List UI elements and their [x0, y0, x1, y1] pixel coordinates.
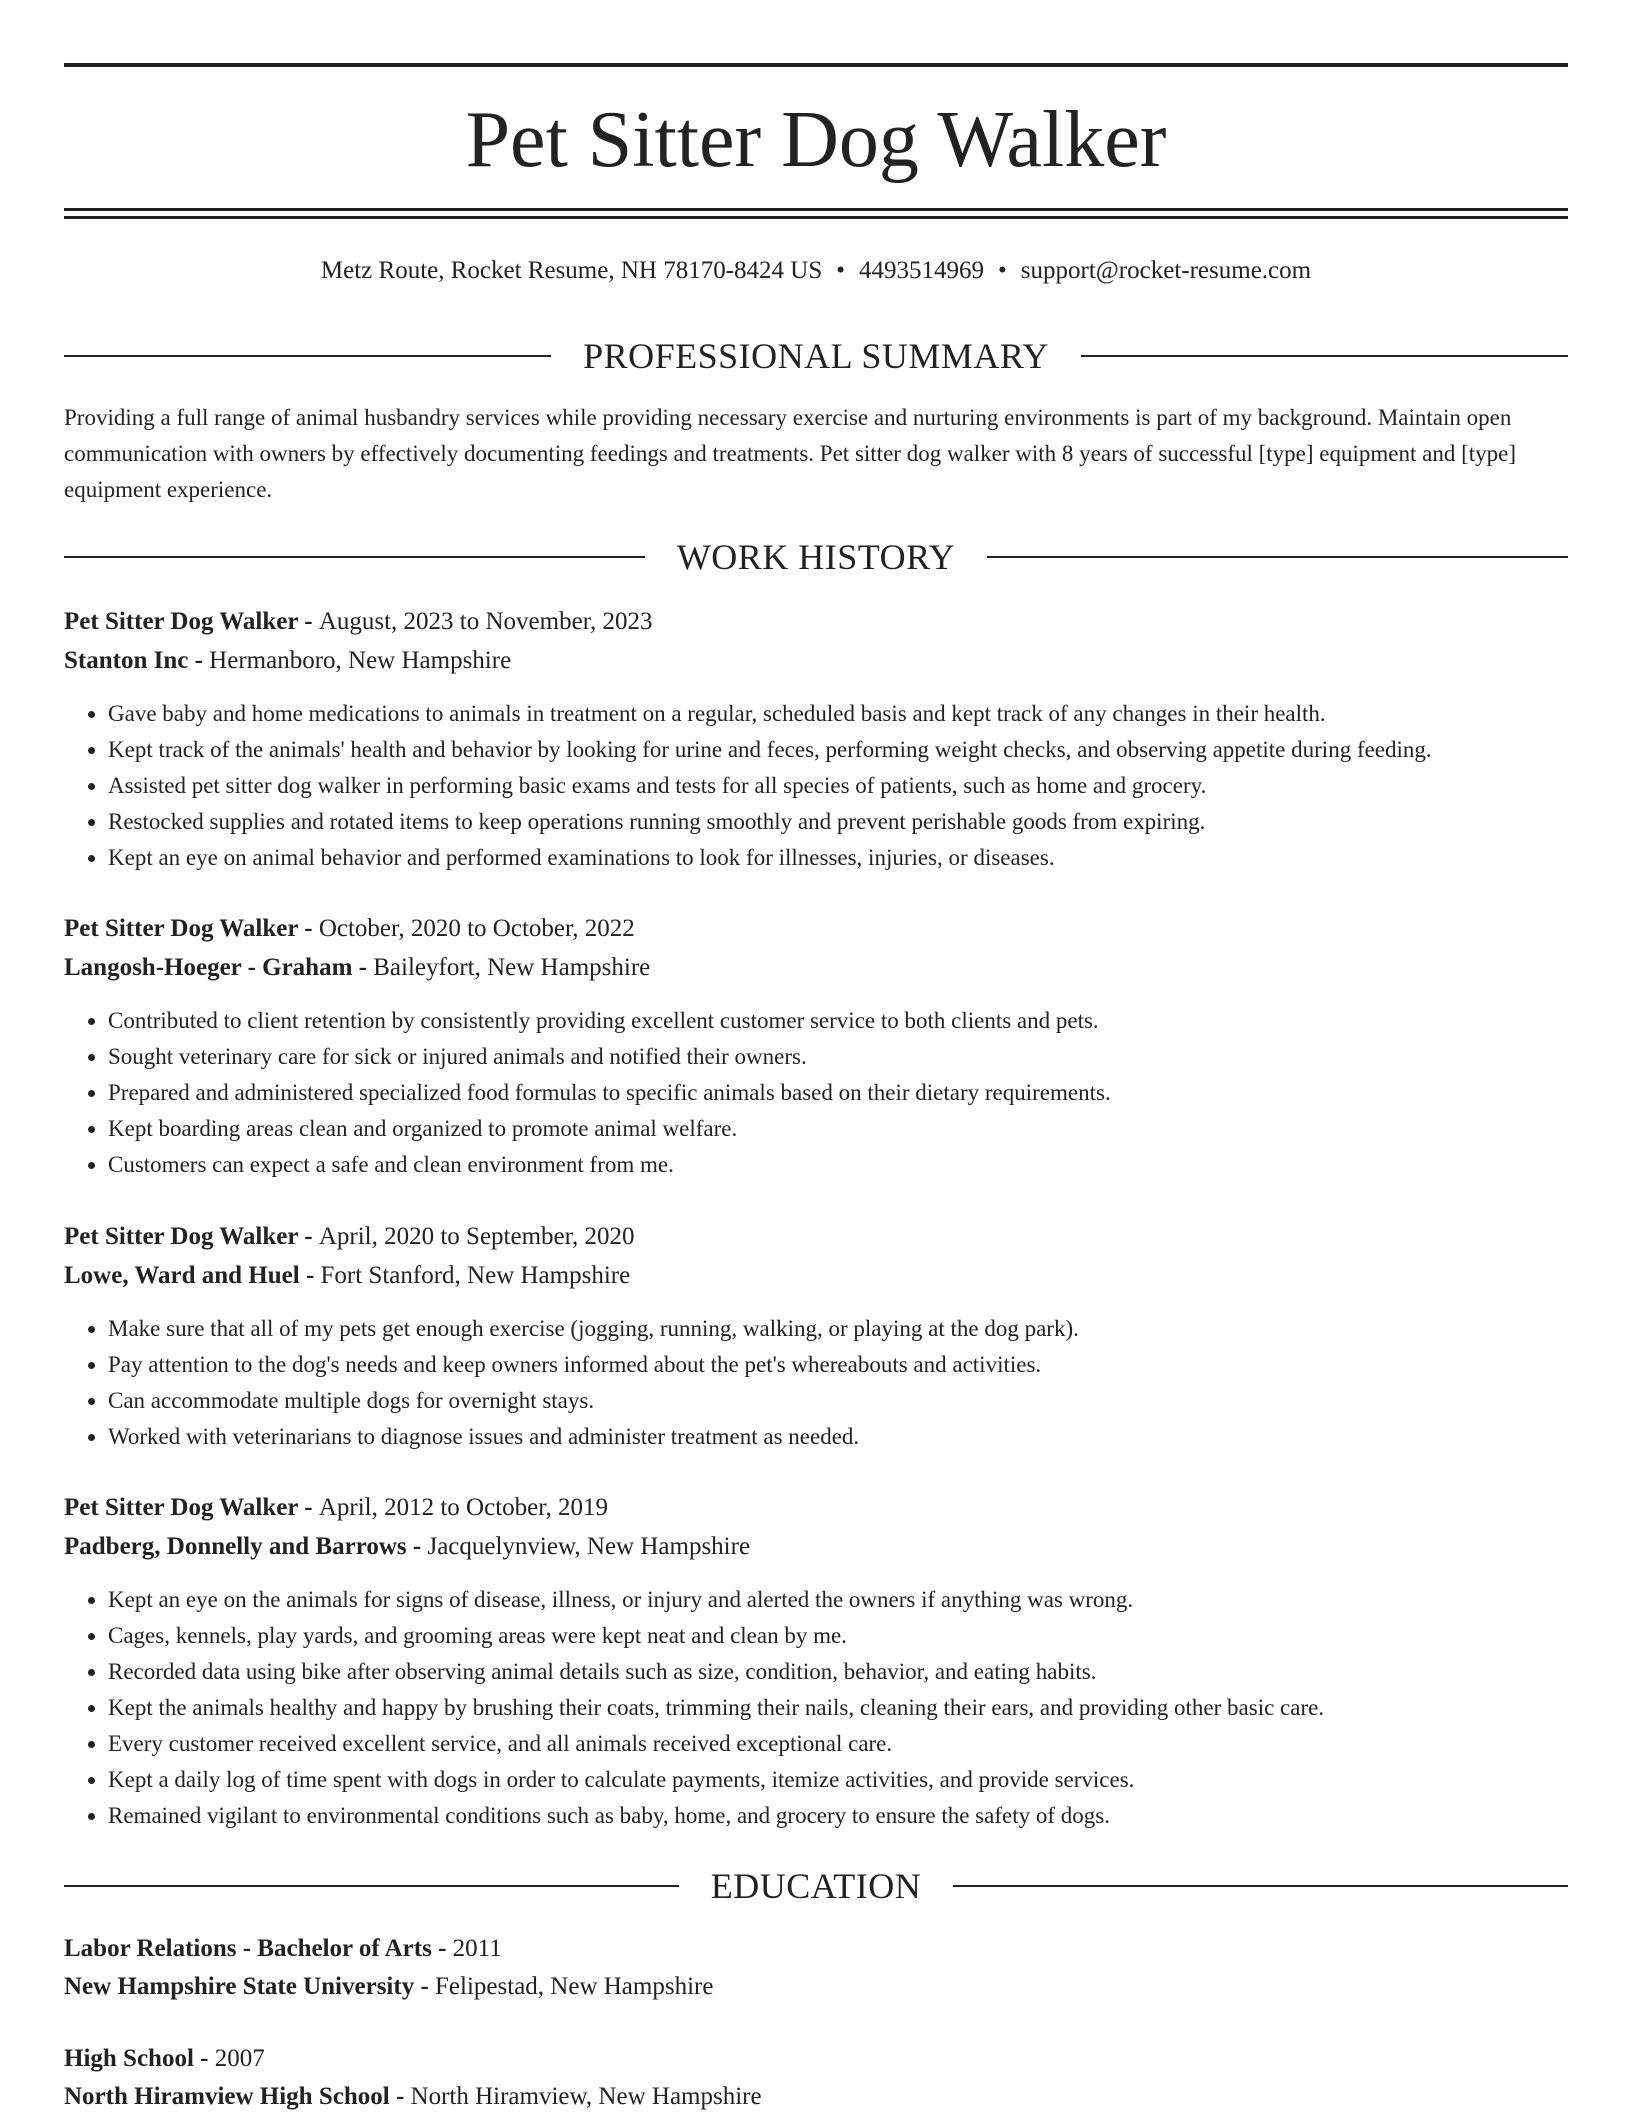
education-year: 2011: [452, 1935, 502, 1962]
education-degree: Labor Relations - Bachelor of Arts: [64, 1935, 432, 1962]
job-company-line: Lowe, Ward and Huel - Fort Stanford, New Hampshire: [64, 1262, 631, 1289]
list-item: • Kept an eye on animal behavior and performed examinations to look for illnesses, injuries, or diseases.: [108, 840, 1612, 876]
list-item: • Kept a daily log of time spent with dogs in order to calculate payments, itemize activities, and provide services.: [108, 1762, 1612, 1798]
list-item: • Make sure that all of my pets get enough exercise (jogging, running, walking, or playing at the dog park).: [108, 1311, 1612, 1347]
job-company-line: Padberg, Donnelly and Barrows - Jacquelynview, New Hampshire: [64, 1533, 751, 1560]
contact-line: [64, 254, 1568, 288]
list-item: • Customers can expect a safe and clean environment from me.: [108, 1147, 1612, 1183]
list-item: • Worked with veterinarians to diagnose issues and administer treatment as needed.: [108, 1419, 1612, 1455]
education-year: 2007: [214, 2045, 265, 2072]
list-item: • Kept an eye on the animals for signs of disease, illness, or injury and alerted the owners if anything was wrong.: [108, 1582, 1612, 1618]
education-school: New Hampshire State University: [64, 1973, 415, 2000]
job-bullets: [64, 1311, 1612, 1455]
header-top-rule: [64, 63, 1568, 67]
section-heading-education: [64, 1864, 1568, 1908]
list-item: • Can accommodate multiple dogs for overnight stays.: [108, 1383, 1612, 1419]
education-degree-line: Labor Relations - Bachelor of Arts - 2011: [64, 1935, 502, 1962]
list-item: • Cages, kennels, play yards, and grooming areas were kept neat and clean by me.: [108, 1618, 1612, 1654]
job-title-line: Pet Sitter Dog Walker - August, 2023 to November, 2023: [64, 608, 653, 635]
job-location: Hermanboro, New Hampshire: [209, 647, 512, 674]
job-company: Langosh-Hoeger - Graham: [64, 954, 353, 981]
contact-separator: •: [998, 257, 1007, 284]
summary-text: Providing a full range of animal husbandry services while providing necessary exercise and nurturing environments is part of my background. Maintain open communication with owners by effectively documenting feedings and treatments. Pet sitter dog walker with 8 years of successful [type] equipment and [type] equipment experience.: [64, 405, 1516, 502]
job-title: Pet Sitter Dog Walker: [64, 915, 298, 942]
contact-separator: •: [836, 257, 846, 284]
job-bullets: [64, 1582, 1612, 1834]
section-title: WORK HISTORY: [645, 537, 987, 577]
job-company: Lowe, Ward and Huel: [64, 1262, 300, 1289]
education-degree: High School: [64, 2045, 194, 2072]
job-dates: April, 2012 to October, 2019: [318, 1494, 609, 1521]
education-degree-line: High School - 2007: [64, 2045, 265, 2072]
section-heading-summary: [64, 334, 1568, 378]
contact-address: Metz Route, Rocket Resume, NH 78170-8424 US: [320, 257, 823, 284]
section-title: EDUCATION: [679, 1866, 953, 1906]
header-bottom-rule-1: [64, 208, 1568, 211]
education-school-line: North Hiramview High School - North Hiramview, New Hampshire: [64, 2083, 762, 2110]
job-title: Pet Sitter Dog Walker: [64, 608, 298, 635]
job-dates: April, 2020 to September, 2020: [318, 1223, 635, 1250]
list-item: • Remained vigilant to environmental conditions such as baby, home, and grocery to ensure the safety of dogs.: [108, 1798, 1612, 1834]
job-location: Fort Stanford, New Hampshire: [320, 1262, 631, 1289]
job-company: Padberg, Donnelly and Barrows: [64, 1533, 407, 1560]
list-item: • Pay attention to the dog's needs and keep owners informed about the pet's whereabouts and activities.: [108, 1347, 1612, 1383]
education-school: North Hiramview High School: [64, 2083, 390, 2110]
job-dates: August, 2023 to November, 2023: [318, 608, 653, 635]
job-bullets: [64, 1003, 1612, 1183]
job-location: Jacquelynview, New Hampshire: [427, 1533, 751, 1560]
education-school-line: New Hampshire State University - Felipestad, New Hampshire: [64, 1973, 714, 2000]
education-location: Felipestad, New Hampshire: [435, 1973, 714, 2000]
job-company-line: Stanton Inc - Hermanboro, New Hampshire: [64, 647, 512, 674]
list-item: • Contributed to client retention by consistently providing excellent customer service to both clients and pets.: [108, 1003, 1612, 1039]
list-item: • Every customer received excellent service, and all animals received exceptional care.: [108, 1726, 1612, 1762]
job-title-line: Pet Sitter Dog Walker - October, 2020 to October, 2022: [64, 915, 635, 942]
list-item: • Kept boarding areas clean and organized to promote animal welfare.: [108, 1111, 1612, 1147]
candidate-name: Pet Sitter Dog Walker: [465, 96, 1167, 184]
job-bullets: [64, 696, 1612, 876]
list-item: • Kept track of the animals' health and behavior by looking for urine and feces, performing weight checks, and observing appetite during feeding.: [108, 732, 1612, 768]
list-item: • Prepared and administered specialized food formulas to specific animals based on their dietary requirements.: [108, 1075, 1612, 1111]
list-item: • Kept the animals healthy and happy by brushing their coats, trimming their nails, cleaning their ears, and providing other basic care.: [108, 1690, 1612, 1726]
job-title: Pet Sitter Dog Walker: [64, 1223, 298, 1250]
section-title: PROFESSIONAL SUMMARY: [551, 336, 1081, 376]
section-heading-work-history: [64, 535, 1568, 579]
list-item: • Assisted pet sitter dog walker in performing basic exams and tests for all species of patients, such as home and grocery.: [108, 768, 1612, 804]
education-location: North Hiramview, New Hampshire: [410, 2083, 762, 2110]
job-title: Pet Sitter Dog Walker: [64, 1494, 298, 1521]
contact-email: support@rocket-resume.com: [1020, 257, 1312, 284]
list-item: • Recorded data using bike after observing animal details such as size, condition, behavior, and eating habits.: [108, 1654, 1612, 1690]
job-company: Stanton Inc: [64, 647, 189, 674]
list-item: • Restocked supplies and rotated items to keep operations running smoothly and prevent perishable goods from expiring.: [108, 804, 1612, 840]
header-bottom-rule-2: [64, 216, 1568, 219]
job-company-line: Langosh-Hoeger - Graham - Baileyfort, New Hampshire: [64, 954, 651, 981]
contact-phone: 4493514969: [859, 257, 985, 284]
job-title-line: Pet Sitter Dog Walker - April, 2020 to September, 2020: [64, 1223, 635, 1250]
job-title-line: Pet Sitter Dog Walker - April, 2012 to October, 2019: [64, 1494, 609, 1521]
list-item: • Gave baby and home medications to animals in treatment on a regular, scheduled basis and kept track of any changes in their health.: [108, 696, 1612, 732]
job-location: Baileyfort, New Hampshire: [373, 954, 651, 981]
list-item: • Sought veterinary care for sick or injured animals and notified their owners.: [108, 1039, 1612, 1075]
job-dates: October, 2020 to October, 2022: [318, 915, 635, 942]
